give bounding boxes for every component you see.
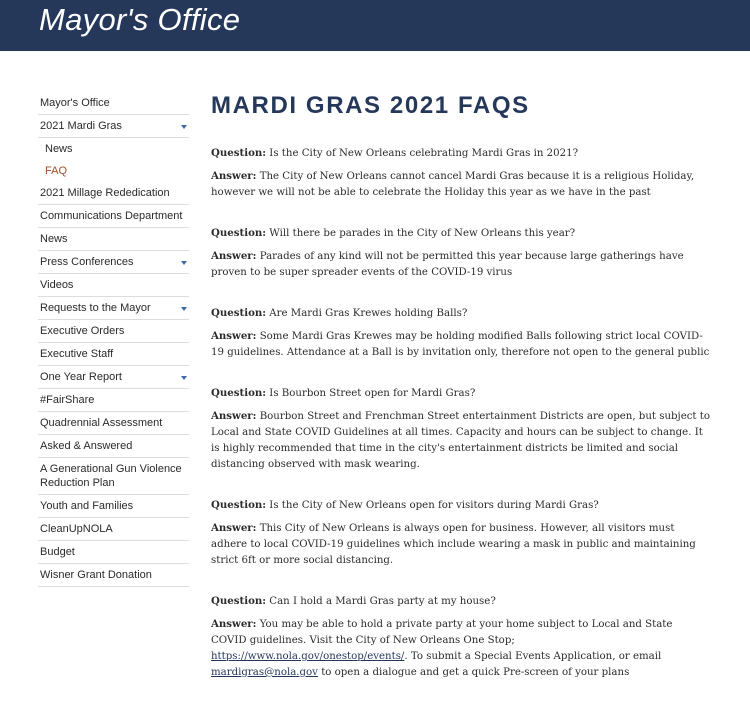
answer-text: This City of New Orleans is always open for business. However, all visitors must adhere to local COVID-19 guidelines which include wearing a mask in public and maintaining strict 6ft or more social distancing.	[211, 523, 696, 566]
sidebar-item[interactable]	[38, 160, 189, 182]
question-label: Question:	[211, 595, 267, 607]
sidebar-item[interactable]	[38, 518, 189, 541]
faq-list	[211, 145, 711, 569]
sidebar-item-label: Press Conferences	[40, 256, 134, 268]
question-label: Question:	[211, 387, 267, 399]
sidebar-item-label: Wisner Grant Donation	[40, 569, 152, 581]
sidebar-item-label: Youth and Families	[40, 500, 134, 512]
site-title[interactable]: Mayor's Office	[39, 2, 241, 37]
sidebar-item[interactable]	[38, 274, 189, 297]
question-text: Is the City of New Orleans open for visitors during Mardi Gras?	[269, 500, 599, 511]
faq-answer	[211, 520, 711, 569]
question-label: Question:	[211, 307, 267, 319]
sidebar-item[interactable]	[38, 564, 189, 587]
faq-answer	[211, 248, 711, 281]
answer-label: Answer:	[211, 250, 257, 262]
sidebar-item-label: CleanUpNOLA	[40, 523, 113, 535]
sidebar-item-label: 2021 Millage Rededication	[40, 187, 170, 199]
sidebar-item[interactable]	[38, 412, 189, 435]
faq-answer	[211, 328, 711, 361]
chevron-down-icon[interactable]	[181, 125, 187, 129]
answer-label: Answer:	[211, 170, 257, 182]
answer-label: Answer:	[211, 618, 257, 630]
faq-item	[211, 145, 711, 201]
sidebar-item-label: Asked & Answered	[40, 440, 133, 452]
sidebar-item-label: Videos	[40, 279, 74, 291]
question-text: Is the City of New Orleans celebrating Mardi Gras in 2021?	[269, 148, 579, 159]
answer-label: Answer:	[211, 410, 257, 422]
sidebar-item-label: #FairShare	[40, 394, 95, 406]
faq-question	[211, 385, 711, 402]
sidebar-item-label: Communications Department	[40, 210, 183, 222]
faq-answer	[211, 408, 711, 473]
faq-item	[211, 225, 711, 281]
sidebar-item[interactable]	[38, 320, 189, 343]
sidebar-item-label: Executive Staff	[40, 348, 114, 360]
answer-text: to open a dialogue and get a quick Pre-screen of your plans	[317, 667, 630, 678]
faq-item	[211, 385, 711, 473]
onestop-events-link[interactable]: https://www.nola.gov/onestop/events/	[211, 651, 405, 662]
sidebar-item[interactable]	[38, 297, 189, 320]
page-title: MARDI GRAS 2021 FAQS	[211, 92, 530, 119]
sidebar-item-label: One Year Report	[40, 371, 122, 383]
sidebar-item[interactable]	[38, 228, 189, 251]
mardigras-email-link[interactable]: mardigras@nola.gov	[211, 667, 318, 678]
sidebar-item[interactable]	[38, 138, 189, 160]
question-label: Question:	[211, 227, 267, 239]
sidebar-item[interactable]	[38, 458, 189, 495]
question-text: Is Bourbon Street open for Mardi Gras?	[269, 388, 476, 399]
sidebar-item-label: 2021 Mardi Gras	[40, 120, 122, 132]
sidebar-item[interactable]	[38, 343, 189, 366]
sidebar-item[interactable]	[38, 435, 189, 458]
sidebar-item-label: News	[45, 143, 73, 155]
answer-text: . To submit a Special Events Application, or email	[404, 651, 662, 662]
answer-text: Parades of any kind will not be permitted this year because large gatherings have proven to be super spreader events of the COVID-19 virus	[211, 251, 684, 278]
sidebar-item-label: FAQ	[45, 165, 68, 177]
sidebar-item[interactable]	[38, 495, 189, 518]
faq-item	[211, 497, 711, 569]
sidebar-item-label: News	[40, 233, 68, 245]
answer-label: Answer:	[211, 330, 257, 342]
sidebar-item[interactable]	[38, 541, 189, 564]
question-text: Will there be parades in the City of New Orleans this year?	[269, 228, 576, 239]
sidebar-item[interactable]	[38, 115, 189, 138]
sidebar-item-label: Quadrennial Assessment	[40, 417, 163, 429]
answer-text: You may be able to hold a private party at your home subject to Local and State COVID guidelines. Visit the City of New Orleans One Stop;	[211, 619, 673, 646]
question-text: Can I hold a Mardi Gras party at my house?	[269, 596, 496, 607]
faq-answer	[211, 616, 711, 681]
answer-text: The City of New Orleans cannot cancel Mardi Gras because it is a religious Holiday, however we will not be able to celebrate the Holiday this year as we have in the past	[211, 171, 695, 198]
answer-text: Bourbon Street and Frenchman Street entertainment Districts are open, but subject to Local and State COVID Guidelines at all times. Capacity and hours can be subject to change. It is highly recommended that time in the city's entertainment districts be limited and social distancing observed with mask wearing.	[211, 411, 710, 470]
question-label: Question:	[211, 499, 267, 511]
chevron-down-icon[interactable]	[181, 307, 187, 311]
faq-question	[211, 497, 711, 514]
sidebar-item[interactable]	[38, 251, 189, 274]
question-label: Question:	[211, 147, 267, 159]
sidebar-item[interactable]	[38, 92, 189, 115]
chevron-down-icon[interactable]	[181, 376, 187, 380]
faq-question	[211, 593, 711, 610]
sidebar-item-label: Executive Orders	[40, 325, 125, 337]
answer-label: Answer:	[211, 522, 257, 534]
site-header	[0, 0, 750, 51]
sidebar-nav	[38, 92, 189, 587]
sidebar-item[interactable]	[38, 182, 189, 205]
sidebar-item-label: Mayor's Office	[40, 97, 110, 109]
faq-question	[211, 225, 711, 242]
faq-item	[211, 305, 711, 361]
answer-text: Some Mardi Gras Krewes may be holding modified Balls following strict local COVID-19 guidelines. Attendance at a Ball is by invitation only, therefore not open to the general public	[211, 331, 710, 358]
sidebar-item[interactable]	[38, 389, 189, 412]
sidebar-item-label: Budget	[40, 546, 75, 558]
chevron-down-icon[interactable]	[181, 261, 187, 265]
sidebar-item-label: Requests to the Mayor	[40, 302, 151, 314]
main-content	[211, 92, 711, 705]
faq-question	[211, 305, 711, 322]
faq-question	[211, 145, 711, 162]
sidebar-item[interactable]	[38, 366, 189, 389]
question-text: Are Mardi Gras Krewes holding Balls?	[269, 308, 468, 319]
sidebar-item[interactable]	[38, 205, 189, 228]
faq-answer	[211, 168, 711, 201]
faq-item	[211, 593, 711, 681]
sidebar-item-label: A Generational Gun Violence Reduction Plan	[40, 463, 182, 489]
